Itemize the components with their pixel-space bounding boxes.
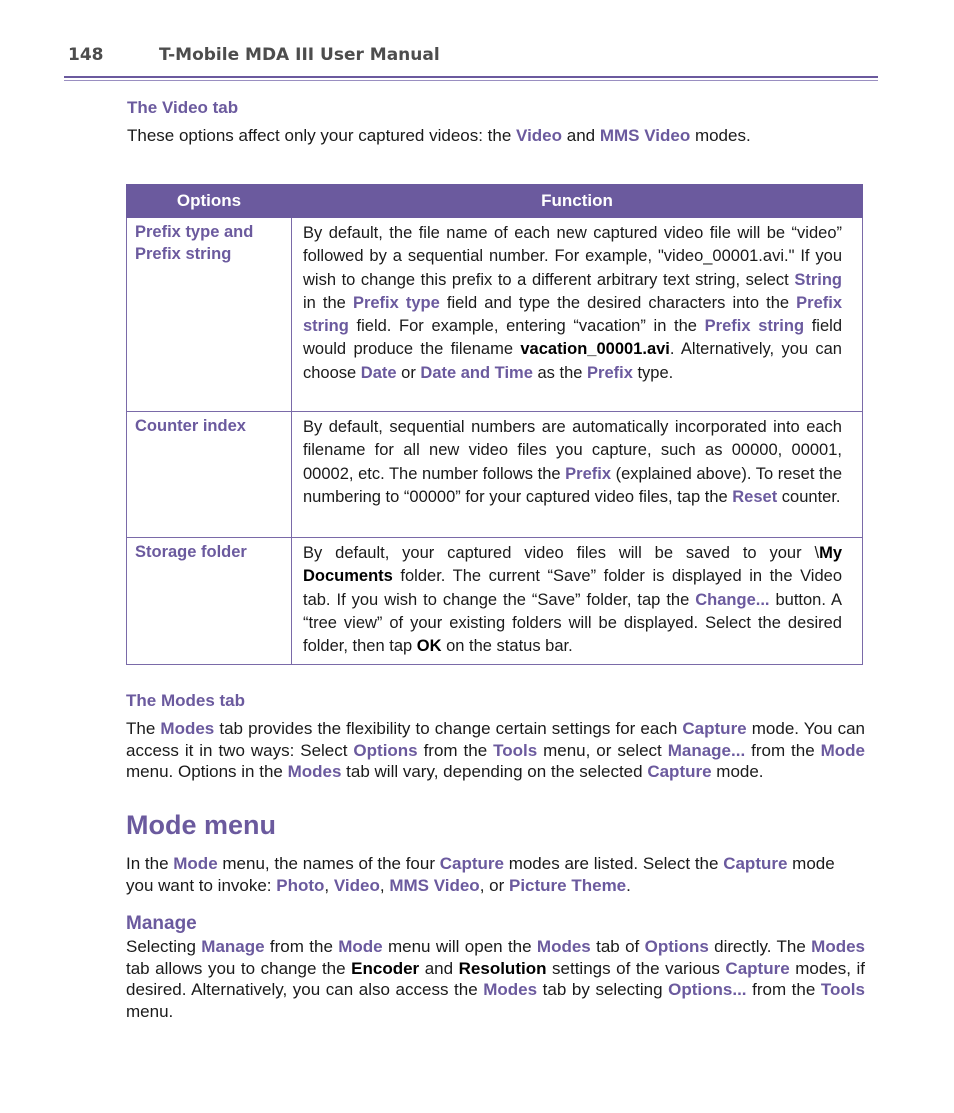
mode-menu-heading: Mode menu [126,810,277,840]
column-header-function: Function [292,185,863,218]
manage-paragraph: Selecting Manage from the Mode menu will open the Modes tab of Options directly. The Modes tab allows you to change the Encoder and Resolution settings of the various Capture modes, if desired. Alternatively, you can also access the Modes tab by selecting Options... from the Tools menu. [126,937,865,1021]
video-tab-intro: These options affect only your captured videos: the Video and MMS Video modes. [127,126,751,145]
function-cell: By default, the file name of each new captured video file will be “video” followed by a sequential number. For example, "video_00001.avi." If you wish to change this prefix to a different arbitrary text string, select String in the Prefix type field and type the desired characters into the Prefix string field. For example, entering “vacation” in the Prefix string field would produce the filename vacation_00001.avi. Alternatively, you can choose Date or Date and Time as the Prefix type. [292,218,863,412]
table-header-row [127,185,863,218]
function-cell: By default, sequential numbers are automatically incorporated into each filename for all new video files you capture, such as 00000, 00001, 00002, etc. The number follows the Prefix (explained above). To reset the numbering to “00000” for your captured video files, tap the Reset counter. [292,412,863,538]
option-cell: Counter index [127,412,292,538]
column-header-options: Options [127,185,292,218]
video-tab-heading: The Video tab [127,98,239,117]
page-number: 148 [68,45,104,65]
option-cell: Storage folder [127,538,292,665]
modes-tab-paragraph: The Modes tab provides the flexibility to change certain settings for each Capture mode. You can access it in two ways: Select Options from the Tools menu, or select Manage... from the Mode menu. Options in the Modes tab will vary, depending on the selected Capture mode. [126,719,866,781]
header-rule-thin [64,80,878,81]
table-row [127,538,863,665]
table-row [127,218,863,412]
modes-tab-heading: The Modes tab [126,691,246,710]
option-cell: Prefix type and Prefix string [127,218,292,412]
function-cell: By default, your captured video files will be saved to your \My Documents folder. The current “Save” folder is displayed in the Video tab. If you wish to change the “Save” folder, tap the Change... button. A “tree view” of your existing folders will be displayed. Select the desired folder, then tap OK on the status bar. [292,538,863,665]
manual-title: T-Mobile MDA III User Manual [159,45,440,65]
header-rule [64,76,878,78]
options-table [126,184,863,665]
mode-menu-paragraph: In the Mode menu, the names of the four Capture modes are listed. Select the Capture mode you want to invoke: Photo, Video, MMS Video, or Picture Theme. [126,854,835,895]
running-header [66,45,878,67]
manage-heading: Manage [126,913,197,934]
table-row [127,412,863,538]
